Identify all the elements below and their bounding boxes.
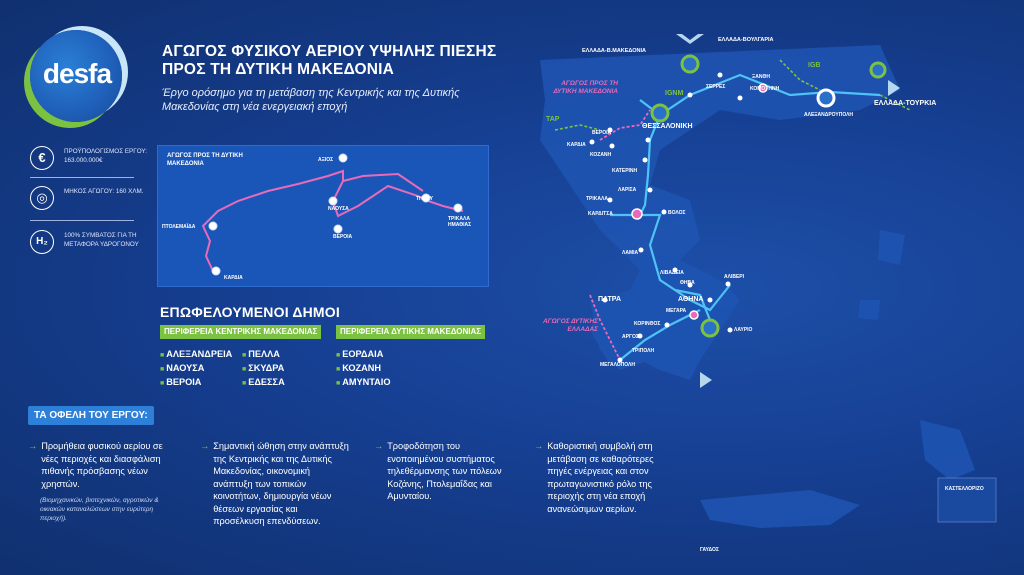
benefit-item [534, 440, 674, 515]
beneficiaries-title: ΕΠΩΦΕΛΟΥΜΕΝΟΙ ΔΗΜΟΙ [160, 304, 340, 320]
logo-text: desfa [42, 58, 112, 89]
municipality: ■ ΒΕΡΟΙΑ [160, 376, 232, 390]
benefit-item [374, 440, 514, 503]
benefits-badge: ΤΑ ΟΦΕΛΗ ΤΟΥ ΕΡΓΟΥ: [28, 406, 154, 425]
inset-city: ΤΡΙΚΑΛΑ ΗΜΑΘΙΑΣ [448, 216, 472, 228]
hydrogen-text: 100% ΣΥΜΒΑΤΟΣ ΓΙΑ ΤΗ ΜΕΤΑΦΟΡΑ ΥΔΡΟΓΟΝΟΥ [64, 232, 139, 248]
map-city: ΜΕΓΑΡΑ [666, 308, 687, 314]
hydrogen-stat [30, 230, 139, 264]
map-city: ΑΛΙΒΕΡΙ [724, 274, 745, 280]
map-city: ΘΕΣΣΑΛΟΝΙΚΗ [642, 123, 693, 130]
budget-stat [30, 146, 148, 176]
map-city: ΚΟΜΟΤΗΝΗ [750, 86, 780, 92]
map-city: ΚΑΤΕΡΙΝΗ [612, 168, 638, 174]
hydrogen-icon: H₂ [30, 230, 54, 254]
map-city: ΚΟΖΑΝΗ [590, 152, 612, 158]
map-city: ΠΑΤΡΑ [598, 296, 622, 303]
map-city: ΑΡΓΟΣ [622, 334, 639, 340]
page-title: ΑΓΩΓΟΣ ΦΥΣΙΚΟΥ ΑΕΡΙΟΥ ΥΨΗΛΗΣ ΠΙΕΣΗΣ ΠΡΟΣ ΤΗ ΔΥΤΙΚΗ ΜΑΚΕΔΟΝΙΑ [162, 43, 497, 78]
map-city: ΛΑΡΙΣΑ [618, 187, 637, 193]
inset-city: ΚΑΡΔΙΑ [224, 275, 243, 281]
central-municipalities-col2 [242, 348, 285, 390]
map-city: ΚΑΣΤΕΛΛΟΡΙΖΟ [945, 486, 984, 492]
arrow-icon: → [200, 441, 210, 451]
pipeline-label: ΑΓΩΓΟΣ ΔΥΤΙΚΗΣ ΕΛΛΑΔΑΣ [542, 318, 598, 333]
map-city: ΚΑΡΔΙΤΣΑ [588, 211, 613, 217]
map-city: ΑΛΕΞΑΝΔΡΟΥΠΟΛΗ [804, 112, 854, 118]
municipality: ■ ΣΚΥΔΡΑ [242, 362, 285, 376]
map-city: ΛΑΥΡΙΟ [734, 327, 753, 333]
map-city: ΚΑΡΔΙΑ [567, 142, 586, 148]
map-city: ΑΘΗΝΑ [678, 296, 704, 303]
municipality: ■ ΕΔΕΣΣΑ [242, 376, 285, 390]
map-city: ΣΕΡΡΕΣ [706, 84, 726, 90]
western-region-badge: ΠΕΡΙΦΕΡΕΙΑ ΔΥΤΙΚΗΣ ΜΑΚΕΔΟΝΙΑΣ [336, 325, 485, 339]
euro-icon: € [30, 146, 54, 170]
central-municipalities-col1 [160, 348, 232, 390]
pipeline-label: TAP [546, 116, 560, 123]
arrow-icon: → [28, 441, 38, 451]
map-city: ΒΕΡΟΙΑ [592, 130, 612, 136]
map-city: ΛΑΜΙΑ [622, 250, 639, 256]
inset-city: ΝΑΟΥΣΑ [328, 206, 349, 212]
arrow-icon: → [534, 441, 544, 451]
central-region-badge: ΠΕΡΙΦΕΡΕΙΑ ΚΕΝΤΡΙΚΗΣ ΜΑΚΕΔΟΝΙΑΣ [160, 325, 321, 339]
map-city: ΜΕΓΑΛΟΠΟΛΗ [600, 362, 635, 368]
municipality: ■ ΑΛΕΞΑΝΔΡΕΙΑ [160, 348, 232, 362]
length-text: ΜΗΚΟΣ ΑΓΩΓΟΥ: 160 ΧΛΜ. [64, 188, 144, 195]
inset-label: ΑΓΩΓΟΣ ΠΡΟΣ ΤΗ ΔΥΤΙΚΗ ΜΑΚΕΔΟΝΙΑ [167, 153, 243, 167]
municipality: ■ ΝΑΟΥΣΑ [160, 362, 232, 376]
border-label: ΕΛΛΑΔΑ-Β.ΜΑΚΕΔΟΝΙΑ [582, 48, 646, 54]
inset-city: ΤΗΛΟΥ [416, 196, 433, 202]
benefit-text: Προμήθεια φυσικού αερίου σε νέες περιοχές και διασφάλιση πιθανής πρόσβασης νέων χρηστών. [41, 441, 163, 489]
budget-text: ΠΡΟΫΠΟΛΟΓΙΣΜΟΣ ΕΡΓΟΥ: 163.000.000€ [64, 148, 148, 164]
divider [30, 177, 134, 178]
inset-city: ΑΞΙΟΣ [318, 157, 334, 163]
benefit-item [28, 440, 178, 523]
benefit-item [200, 440, 350, 528]
map-city: ΒΟΛΟΣ [668, 210, 686, 216]
municipality: ■ ΠΕΛΛΑ [242, 348, 285, 362]
benefit-text: Σημαντική ώθηση στην ανάπτυξη της Κεντρικής και της Δυτικής Μακεδονίας, οικονομική ανάπτυξη των τοπικών κοινοτήτων, δημιουργία νέων θέσεων εργασίας και προσέλκυση επενδύσεων. [213, 441, 349, 526]
border-label: ΕΛΛΑΔΑ-ΤΟΥΡΚΙΑ [874, 100, 937, 107]
pipeline-label: IGNM [665, 90, 684, 97]
western-municipalities [336, 348, 391, 390]
map-city: ΘΗΒΑ [680, 280, 695, 286]
inset-city: ΒΕΡΟΙΑ [333, 234, 353, 240]
map-city: ΛΙΒΑΔΕΙΑ [660, 270, 684, 276]
pipe-icon: ◎ [30, 186, 54, 210]
municipality: ■ ΑΜΥΝΤΑΙΟ [336, 376, 391, 390]
map-city: ΓΑΥΔΟΣ [700, 547, 719, 553]
municipality: ■ ΕΟΡΔΑΙΑ [336, 348, 391, 362]
arrow-icon: → [374, 441, 384, 451]
map-city: ΤΡΙΚΑΛΑ [586, 196, 608, 202]
inset-city: ΠΤΟΛΕΜΑΪΔΑ [162, 224, 196, 230]
length-stat [30, 186, 144, 216]
map-city: ΤΡΙΠΟΛΗ [632, 348, 655, 354]
benefit-note: (Βιομηχανικών, βιοτεχνικών, αγροτικών & οικιακών καταναλώσεων στην ευρύτερη περιοχή). [40, 497, 159, 522]
map-city: ΞΑΝΘΗ [752, 74, 770, 80]
page-subtitle: Έργο ορόσημο για τη μετάβαση της Κεντρικής και της Δυτικής Μακεδονίας στη νέα ενεργειακή εποχή [162, 87, 460, 113]
divider [30, 220, 134, 221]
map-city: ΚΟΡΙΝΘΟΣ [634, 321, 661, 327]
benefit-text: Τροφοδότηση του ενοποιημένου συστήματος τηλεθέρμανσης των πόλεων Κοζάνης, Πτολεμαΐδας και Αμυνταίου. [387, 441, 502, 501]
pipeline-label: ΑΓΩΓΟΣ ΠΡΟΣ ΤΗ ΔΥΤΙΚΗ ΜΑΚΕΔΟΝΙΑ [553, 80, 618, 95]
benefit-text: Καθοριστική συμβολή στη μετάβαση σε καθαρότερες πηγές ενέργειας και στον πρωταγωνιστικό ρόλο της περιοχής στη νέα εποχή ανανεώσιμων αερίων. [547, 441, 654, 514]
pipeline-label: IGB [808, 62, 821, 69]
border-label: ΕΛΛΑΔΑ-ΒΟΥΛΓΑΡΙΑ [718, 37, 774, 43]
municipality: ■ ΚΟΖΑΝΗ [336, 362, 391, 376]
